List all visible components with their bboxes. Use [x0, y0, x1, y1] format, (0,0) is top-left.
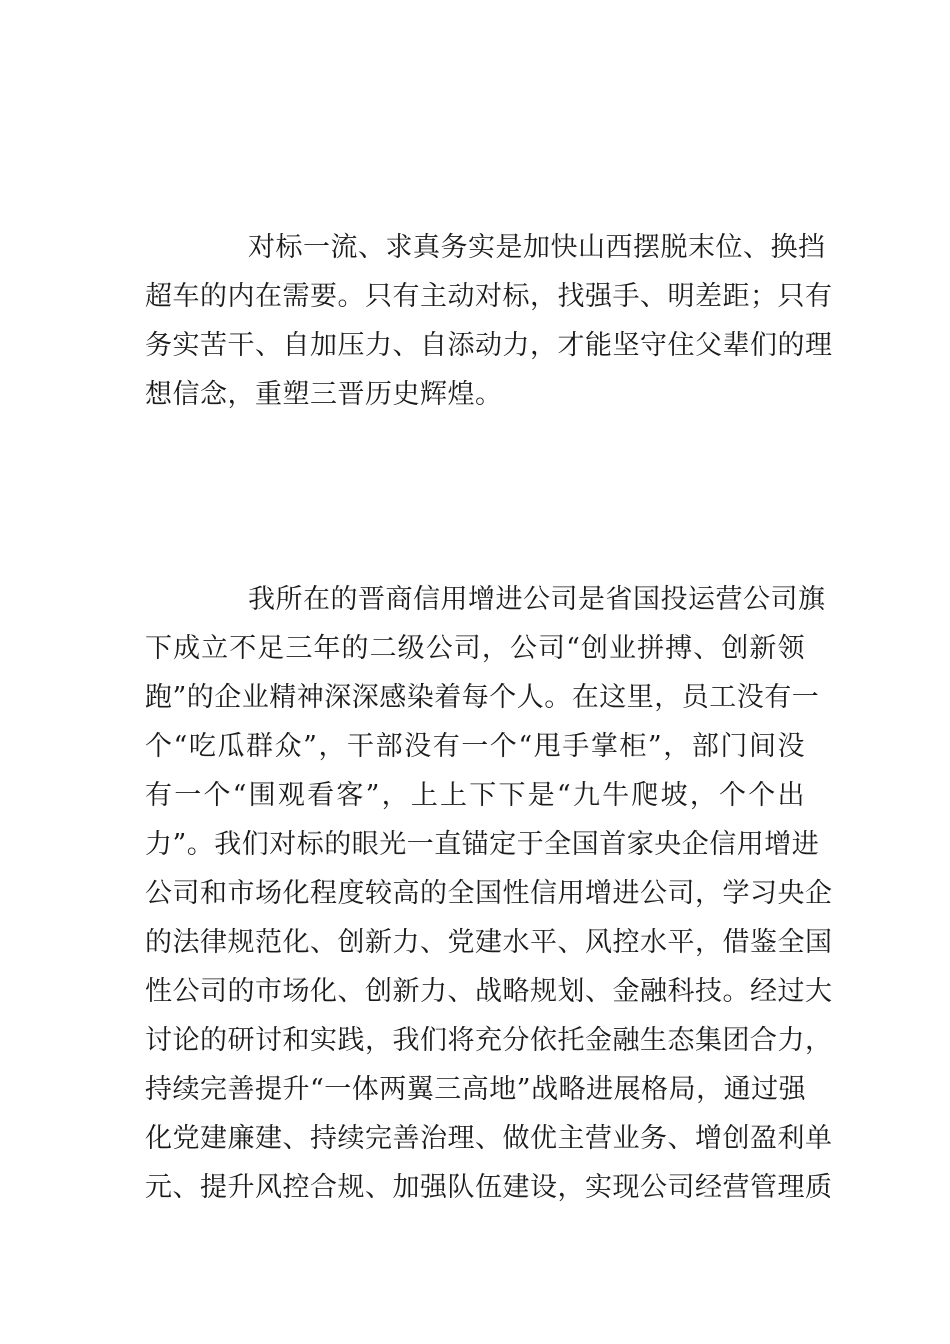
paragraph-line: 超车的内在需要。只有主动对标，找强手、明差距；只有: [145, 281, 833, 312]
paragraph-benchmarking: [145, 223, 833, 419]
paragraph-line: 下成立不足三年的二级公司，公司“创业拼搏、创新领: [145, 633, 805, 664]
paragraph-line: 我所在的晋商信用增进公司是省国投运营公司旗: [248, 584, 826, 615]
paragraph-line: 有一个“围观看客”，上上下下是“九牛爬坡，个个出: [145, 780, 805, 811]
paragraph-line: 务实苦干、自加压力、自添动力，才能坚守住父辈们的理: [145, 330, 833, 361]
paragraph-line: 性公司的市场化、创新力、战略规划、金融科技。经过大: [145, 976, 833, 1007]
paragraph-line: 力”。我们对标的眼光一直锚定于全国首家央企信用增进: [145, 829, 820, 860]
paragraph-line: 元、提升风控合规、加强队伍建设，实现公司经营管理质: [145, 1172, 833, 1203]
paragraph-line: 想信念，重塑三晋历史辉煌。: [145, 379, 503, 410]
paragraph-line: 跑”的企业精神深深感染着每个人。在这里，员工没有一: [145, 682, 820, 713]
paragraph-line: 化党建廉建、持续完善治理、做优主营业务、增创盈利单: [145, 1123, 833, 1154]
paragraph-line: 对标一流、求真务实是加快山西摆脱末位、换挡: [248, 232, 826, 263]
paragraph-line: 持续完善提升“一体两翼三高地”战略进展格局，通过强: [145, 1074, 807, 1105]
paragraph-line: 个“吃瓜群众”，干部没有一个“甩手掌柜”，部门间没: [145, 731, 805, 762]
paragraph-company: [145, 575, 833, 1212]
paragraph-line: 的法律规范化、创新力、党建水平、风控水平，借鉴全国: [145, 927, 833, 958]
paragraph-line: 公司和市场化程度较高的全国性信用增进公司，学习央企: [145, 878, 833, 909]
paragraph-line: 讨论的研讨和实践，我们将充分依托金融生态集团合力，: [145, 1025, 833, 1056]
